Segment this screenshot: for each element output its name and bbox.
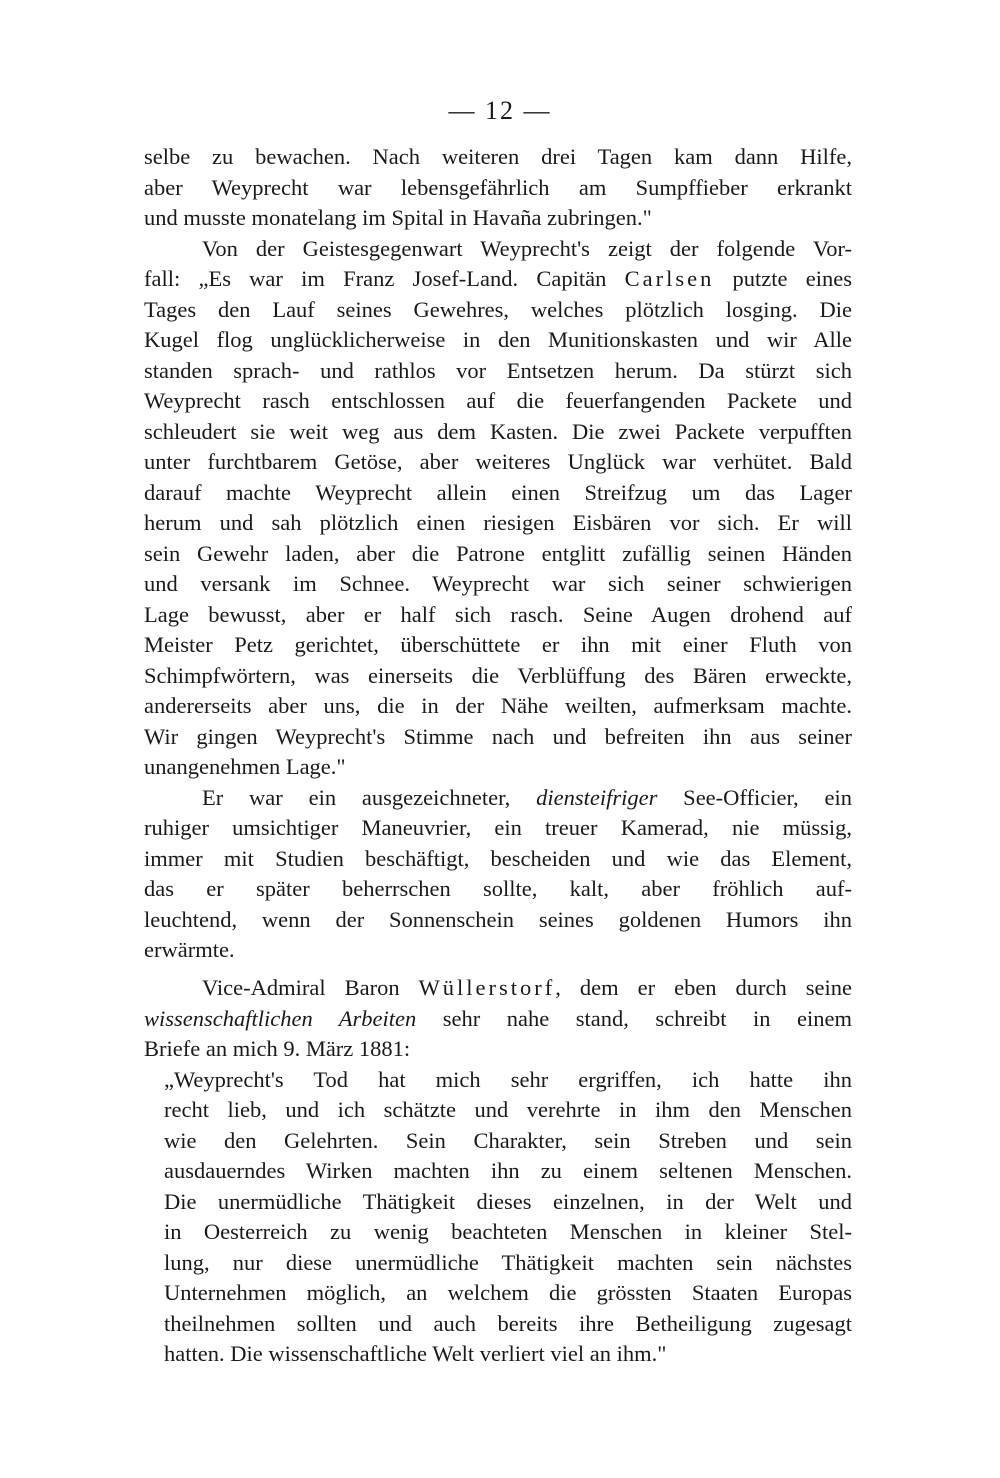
quote-line: Unternehmen möglich, an welchem die grössten Staaten Europas — [164, 1280, 852, 1305]
quote-line: theilnehmen sollten und auch bereits ihre Betheiligung zugesagt — [164, 1310, 852, 1336]
paragraph — [144, 973, 852, 1065]
text-line: das er später beherrschen sollte, kalt, aber fröhlich auf- — [144, 876, 852, 901]
paragraph — [144, 783, 852, 966]
page-number: — 12 — — [448, 96, 552, 125]
text-run: sehr nahe stand, schreibt in einem — [416, 1005, 852, 1031]
text-run: Er war ein ausgezeichneter, — [202, 784, 537, 810]
text-line: und versank im Schnee. Weyprecht war sich seiner schwierigen — [144, 571, 852, 596]
text-run: , dem er eben durch seine — [555, 975, 852, 1000]
name-spaced: Wüllerstorf — [418, 975, 556, 1000]
paragraph — [144, 234, 852, 783]
text-line: und musste monatelang im Spital in Havaña zubringen." — [144, 205, 652, 230]
text-line: leuchtend, wenn der Sonnenschein seines goldenen Humors ihn — [144, 906, 852, 932]
text-line — [144, 973, 852, 1004]
quote-line: wie den Gelehrten. Sein Charakter, sein Streben und sein — [164, 1127, 852, 1153]
text-line: andererseits aber uns, die in der Nähe weilten, aufmerksam machte. — [144, 693, 852, 718]
text-line: immer mit Studien beschäftigt, bescheiden und wie das Element, — [144, 845, 852, 871]
name-spaced: Carlsen — [624, 266, 715, 291]
quote-line: recht lieb, und ich schätzte und verehrte in ihm den Menschen — [164, 1097, 852, 1122]
text-line: sein Gewehr laden, aber die Patrone entglitt zufällig seinen Händen — [144, 540, 852, 566]
text-line: unangenehmen Lage." — [144, 754, 346, 779]
text-line — [144, 1004, 852, 1035]
text-line: Schimpfwörtern, was einerseits die Verblüffung des Bären erweckte, — [144, 662, 852, 688]
quote-line: ausdauerndes Wirken machten ihn zu einem seltenen Menschen. — [164, 1158, 852, 1183]
text-line — [144, 783, 852, 814]
quote-line: Die unermüdliche Thätigkeit dieses einzelnen, in der Welt und — [164, 1188, 852, 1214]
text-line: unter furchtbarem Getöse, aber weiteres Unglück war verhütet. Bald — [144, 449, 852, 474]
text-line: standen sprach- und rathlos vor Entsetzen herum. Da stürzt sich — [144, 357, 852, 383]
text-line: aber Weyprecht war lebensgefährlich am Sumpffieber erkrankt — [144, 174, 852, 200]
text-line: ruhiger umsichtiger Maneuvrier, ein treuer Kamerad, nie müssig, — [144, 815, 852, 840]
text-line: Wir gingen Weyprecht's Stimme nach und befreiten ihn aus seiner — [144, 723, 852, 749]
text-line: darauf machte Weyprecht allein einen Streifzug um das Lager — [144, 479, 852, 505]
letter-quote — [144, 1065, 852, 1370]
quote-line: lung, nur diese unermüdliche Thätigkeit machten sein nächstes — [164, 1249, 852, 1275]
text-line: Meister Petz gerichtet, überschüttete er ihn mit einer Fluth von — [144, 632, 852, 657]
text-line: Lage bewusst, aber er half sich rasch. Seine Augen drohend auf — [144, 601, 852, 627]
text-line: Briefe an mich 9. März 1881: — [144, 1036, 411, 1061]
emphasis: diensteifriger — [536, 784, 658, 810]
body-text — [144, 142, 852, 1370]
text-line: Von der Geistesgegenwart Weyprecht's zeigt der folgende Vor- — [202, 235, 852, 261]
text-line: schleudert sie weit weg aus dem Kasten. Die zwei Packete verpufften — [144, 418, 852, 444]
text-line: herum und sah plötzlich einen riesigen Eisbären vor sich. Er will — [144, 510, 852, 535]
text-line: Kugel flog unglücklicherweise in den Munitionskasten und wir Alle — [144, 327, 852, 352]
text-line: erwärmte. — [144, 937, 235, 962]
quote-line: hatten. Die wissenschaftliche Welt verliert viel an ihm." — [164, 1341, 667, 1366]
quote-line: „Weyprecht's Tod hat mich sehr ergriffen, ich hatte ihn — [164, 1066, 852, 1092]
text-line: Weyprecht rasch entschlossen auf die feuerfangenden Packete und — [144, 388, 852, 413]
text-line: selbe zu bewachen. Nach weiteren drei Tagen kam dann Hilfe, — [144, 144, 852, 169]
text-line: fall: „Es war im Franz Josef-Land. Capitän Carlsen putzte eines — [144, 266, 852, 291]
text-line: Tages den Lauf seines Gewehres, welches plötzlich losging. Die — [144, 296, 852, 322]
paragraph — [144, 142, 852, 234]
text-run: Vice-Admiral Baron — [202, 975, 419, 1000]
quote-line: in Oesterreich zu wenig beachteten Menschen in kleiner Stel- — [164, 1219, 852, 1244]
text-run: See-Officier, ein — [657, 784, 852, 810]
emphasis: wissenschaftlichen Arbeiten — [144, 1005, 417, 1031]
